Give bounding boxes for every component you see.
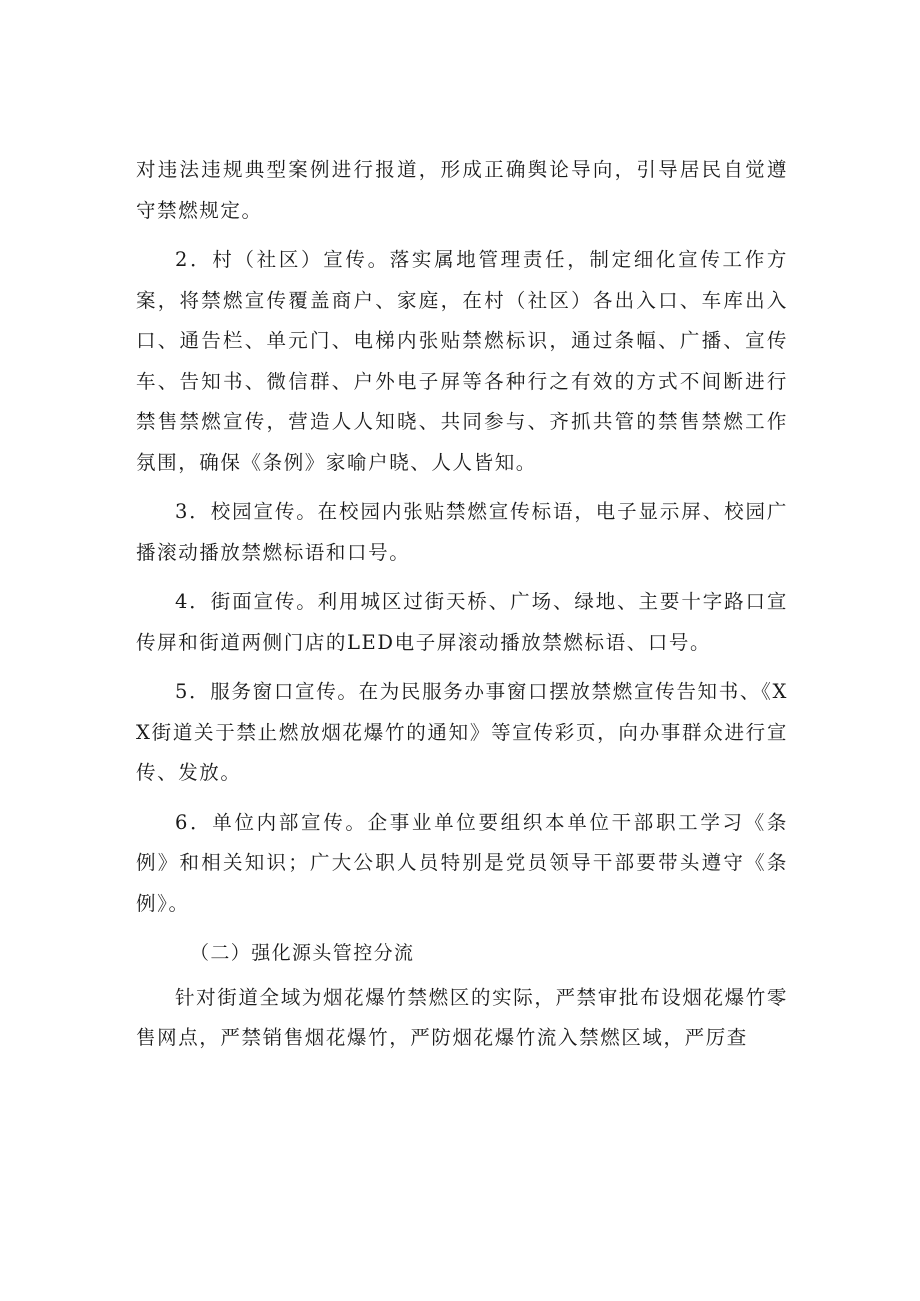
paragraph-continuation: 对违法违规典型案例进行报道，形成正确舆论导向，引导居民自觉遵守禁燃规定。 <box>136 158 788 222</box>
paragraph-internal-unit-publicity: 6．单位内部宣传。企事业单位要组织本单位干部职工学习《条例》和相关知识；广大公职人员特别是党员领导干部要带头遵守《条例》。 <box>136 810 788 915</box>
section-heading: （二）强化源头管控分流 <box>190 942 415 964</box>
paragraph-campus-publicity: 3．校园宣传。在校园内张贴禁燃宣传标语，电子显示屏、校园广播滚动播放禁燃标语和口号。 <box>136 500 788 564</box>
paragraph-service-window-publicity: 5．服务窗口宣传。在为民服务办事窗口摆放禁燃宣传告知书、《XX街道关于禁止燃放烟花爆竹的通知》等宣传彩页，向办事群众进行宣传、发放。 <box>136 680 788 784</box>
document-body <box>136 150 788 1068</box>
paragraph-village-community-publicity: 2．村（社区）宣传。落实属地管理责任，制定细化宣传工作方案，将禁燃宣传覆盖商户、家庭，在村（社区）各出入口、车库出入口、通告栏、单元门、电梯内张贴禁燃标识，通过条幅、广播、宣传车、告知书、微信群、户外电子屏等各种行之有效的方式不间断进行禁售禁燃宣传，营造人人知晓、共同参与、齐抓共管的禁售禁燃工作氛围，确保《条例》家喻户晓、人人皆知。 <box>136 248 788 474</box>
paragraph-street-publicity: 4．街面宣传。利用城区过街天桥、广场、绿地、主要十字路口宣传屏和街道两侧门店的LED电子屏滚动播放禁燃标语、口号。 <box>136 590 788 654</box>
paragraph-source-control: 针对街道全域为烟花爆竹禁燃区的实际，严禁审批布设烟花爆竹零售网点，严禁销售烟花爆竹，严防烟花爆竹流入禁燃区域，严厉查 <box>136 985 788 1049</box>
